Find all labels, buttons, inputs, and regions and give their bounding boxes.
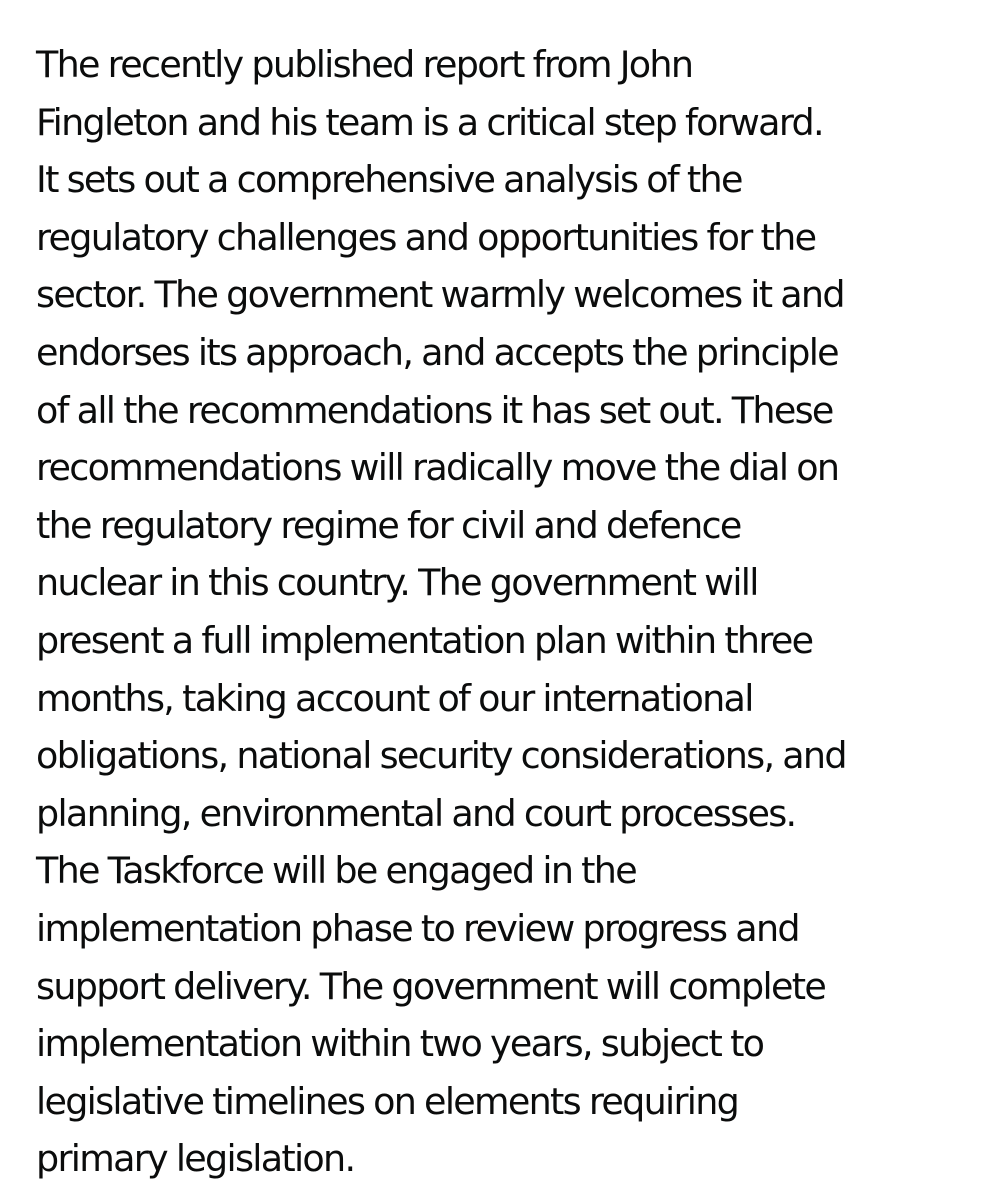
- paragraph-line: months, taking account of our international: [36, 676, 753, 720]
- paragraph-line: endorses its approach, and accepts the principle: [36, 330, 838, 374]
- paragraph-line: implementation phase to review progress and: [36, 906, 799, 950]
- paragraph-line: nuclear in this country. The government will: [36, 561, 758, 605]
- paragraph-line: support delivery. The government will complete: [36, 964, 826, 1008]
- paragraph-line: It sets out a comprehensive analysis of the: [36, 158, 742, 202]
- paragraph-line: The recently published report from John: [36, 43, 693, 86]
- paragraph-line: obligations, national security considerations, and: [36, 734, 846, 778]
- paragraph-line: regulatory challenges and opportunities for the: [36, 215, 816, 259]
- paragraph-line: Fingleton and his team is a critical step forward.: [36, 100, 823, 144]
- paragraph-line: sector. The government warmly welcomes it and: [36, 273, 844, 317]
- paragraph-line: primary legislation.: [36, 1137, 355, 1181]
- paragraph-line: recommendations will radically move the dial on: [36, 446, 839, 490]
- paragraph-line: The Taskforce will be engaged in the: [36, 849, 636, 893]
- paragraph-line: planning, environmental and court processes.: [36, 791, 796, 835]
- paragraph-line: legislative timelines on elements requiring: [36, 1079, 739, 1123]
- paragraph-line: implementation within two years, subject to: [36, 1022, 764, 1066]
- paragraph-line: the regulatory regime for civil and defence: [36, 503, 741, 547]
- body-paragraph: [36, 36, 976, 1188]
- paragraph-line: present a full implementation plan within three: [36, 618, 813, 662]
- paragraph-line: of all the recommendations it has set out. These: [36, 388, 833, 432]
